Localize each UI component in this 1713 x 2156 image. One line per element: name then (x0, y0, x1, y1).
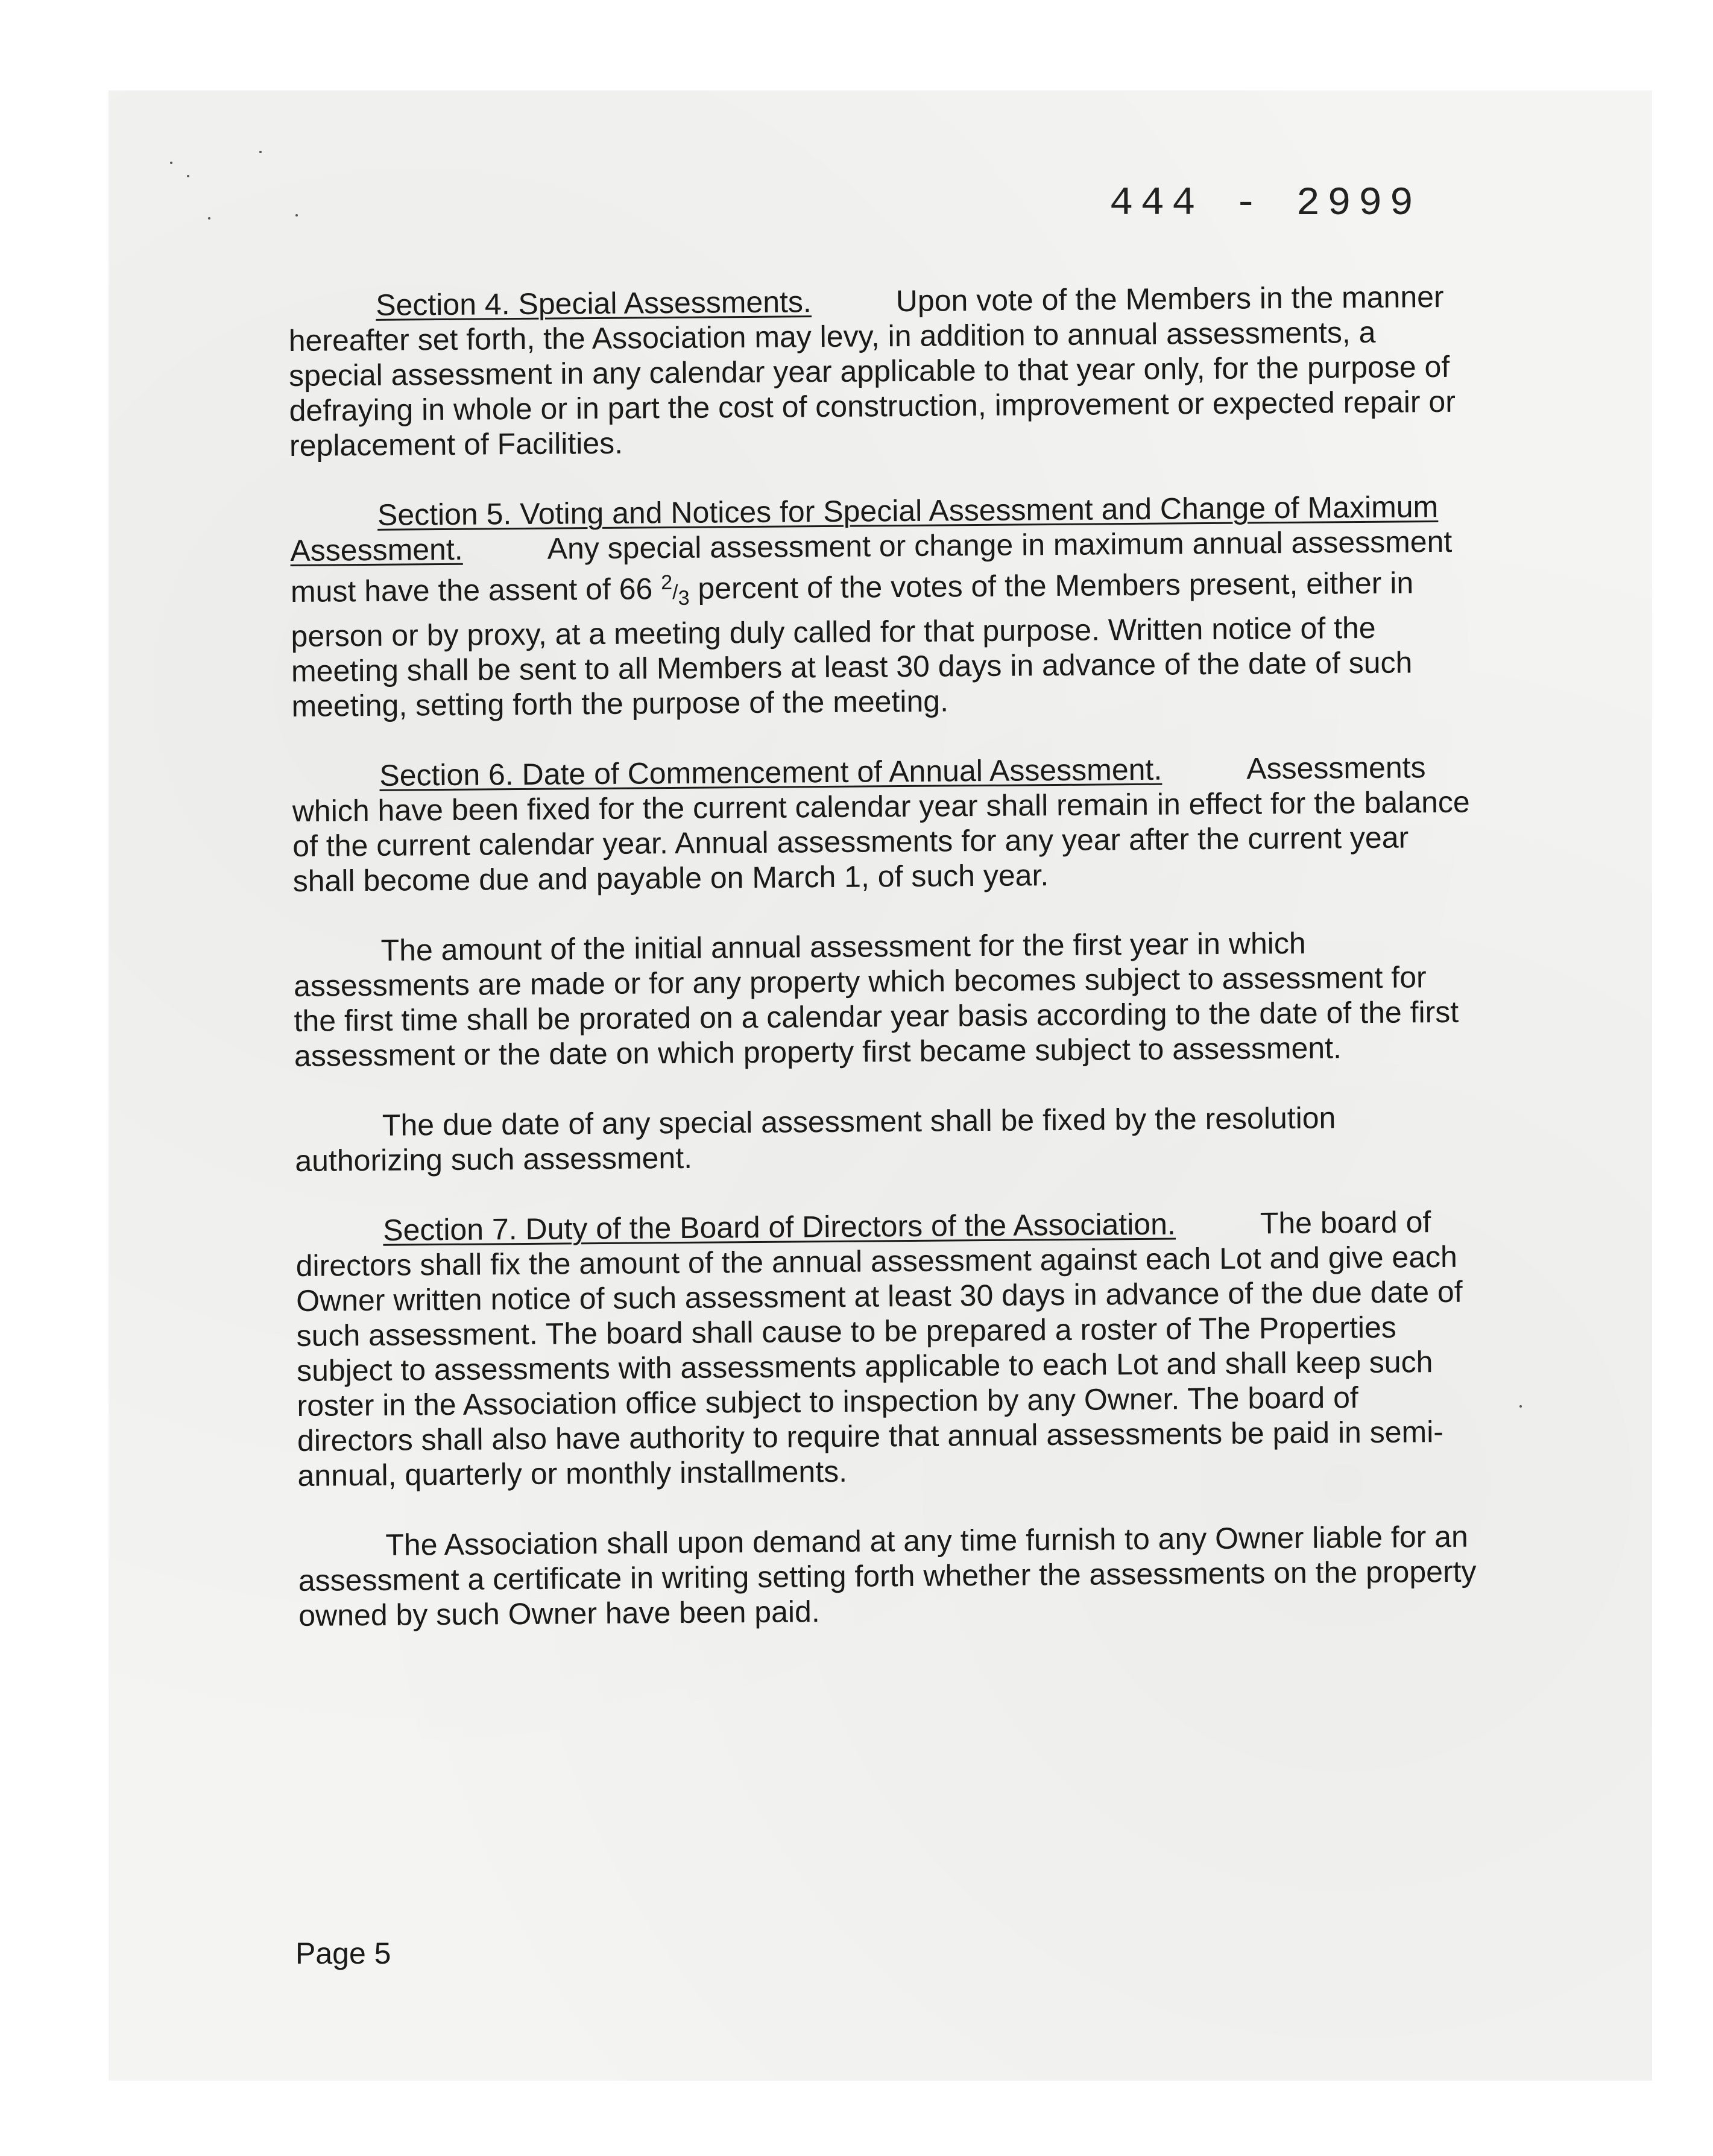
section-7-paragraph (295, 1204, 1480, 1493)
document-body (288, 279, 1481, 1668)
section-6-paragraph (292, 750, 1475, 899)
section-7-text: The board of directors shall fix the amount of the annual assessment against each Lot and give each Owner written notice of such assessment at least 30 days in advance of the due date of such assessment. The board shall cause to be prepared a roster of The Properties subject to assessments with assessments applicable to each Lot and shall keep such roster in the Association office subject to inspection by any Owner. The board of directors shall also have authority to require that annual assessments be paid in semi-annual, quarterly or monthly installments. (295, 1205, 1463, 1493)
document-number: 444 - 2999 (1109, 181, 1421, 226)
fraction-two-thirds: 2/3 (660, 571, 690, 610)
due-date-paragraph (295, 1099, 1477, 1178)
initial-assessment-text: The amount of the initial annual assessment for the first year in which assessments are made or for any property which becomes subject to assessment for the first time shall be prorated on a calendar year basis according to the date of the first assessment or the date on which property first became subject to assessment. (293, 926, 1459, 1073)
section-6-text: Assessments which have been fixed for the current calendar year shall remain in effect for the balance of the current calendar year. Annual assessments for any year after the current year shall become due and payable on March 1, of such year. (292, 750, 1470, 898)
section-4-paragraph (288, 279, 1471, 463)
scan-speck (187, 175, 189, 177)
scan-speck (295, 214, 298, 217)
scan-speck (170, 162, 172, 164)
section-4-heading: Section 4. Special Assessments. (376, 285, 812, 322)
certificate-text: The Association shall upon demand at any time furnish to any Owner liable for an assessment a certificate in writing setting forth whether the assessments on the property owned by such Owner have been paid. (298, 1519, 1477, 1633)
section-7-heading: Section 7. Duty of the Board of Directors of the Association. (383, 1207, 1176, 1247)
scan-speck (259, 151, 262, 153)
fraction-denominator: 3 (678, 586, 690, 610)
scan-speck (1519, 1405, 1522, 1408)
scan-speck (208, 217, 210, 220)
fraction-numerator: 2 (660, 571, 673, 595)
certificate-paragraph (298, 1519, 1480, 1633)
page-number: Page 5 (295, 1936, 391, 1970)
section-5-heading: Section 5. Voting and Notices for Special Assessment and Change of Maximum Assessment. (290, 490, 1439, 567)
section-5-text-before: Any special assessment or change in maximum annual assessment must have the assent of 66 (290, 524, 1453, 609)
section-5-paragraph (290, 489, 1474, 724)
due-date-text: The due date of any special assessment shall be fixed by the resolution authorizing such assessment. (295, 1101, 1336, 1178)
initial-assessment-paragraph (293, 925, 1476, 1073)
section-4-text: Upon vote of the Members in the manner hereafter set forth, the Association may levy, in addition to annual assessments, a special assessment in any calendar year applicable to that year only, for the purpose of defraying in whole or in part the cost of construction, improvement or expected repair or replacement of Facilities. (288, 279, 1456, 463)
section-6-heading: Section 6. Date of Commencement of Annual Assessment. (379, 752, 1163, 792)
section-5-text-after: percent of the votes of the Members present, either in person or by proxy, at a meeting duly called for that purpose. Written notice of the meeting shall be sent to all Members at least 30 days in advance of the date of such meeting, setting forth the purpose of the meeting. (291, 566, 1414, 723)
